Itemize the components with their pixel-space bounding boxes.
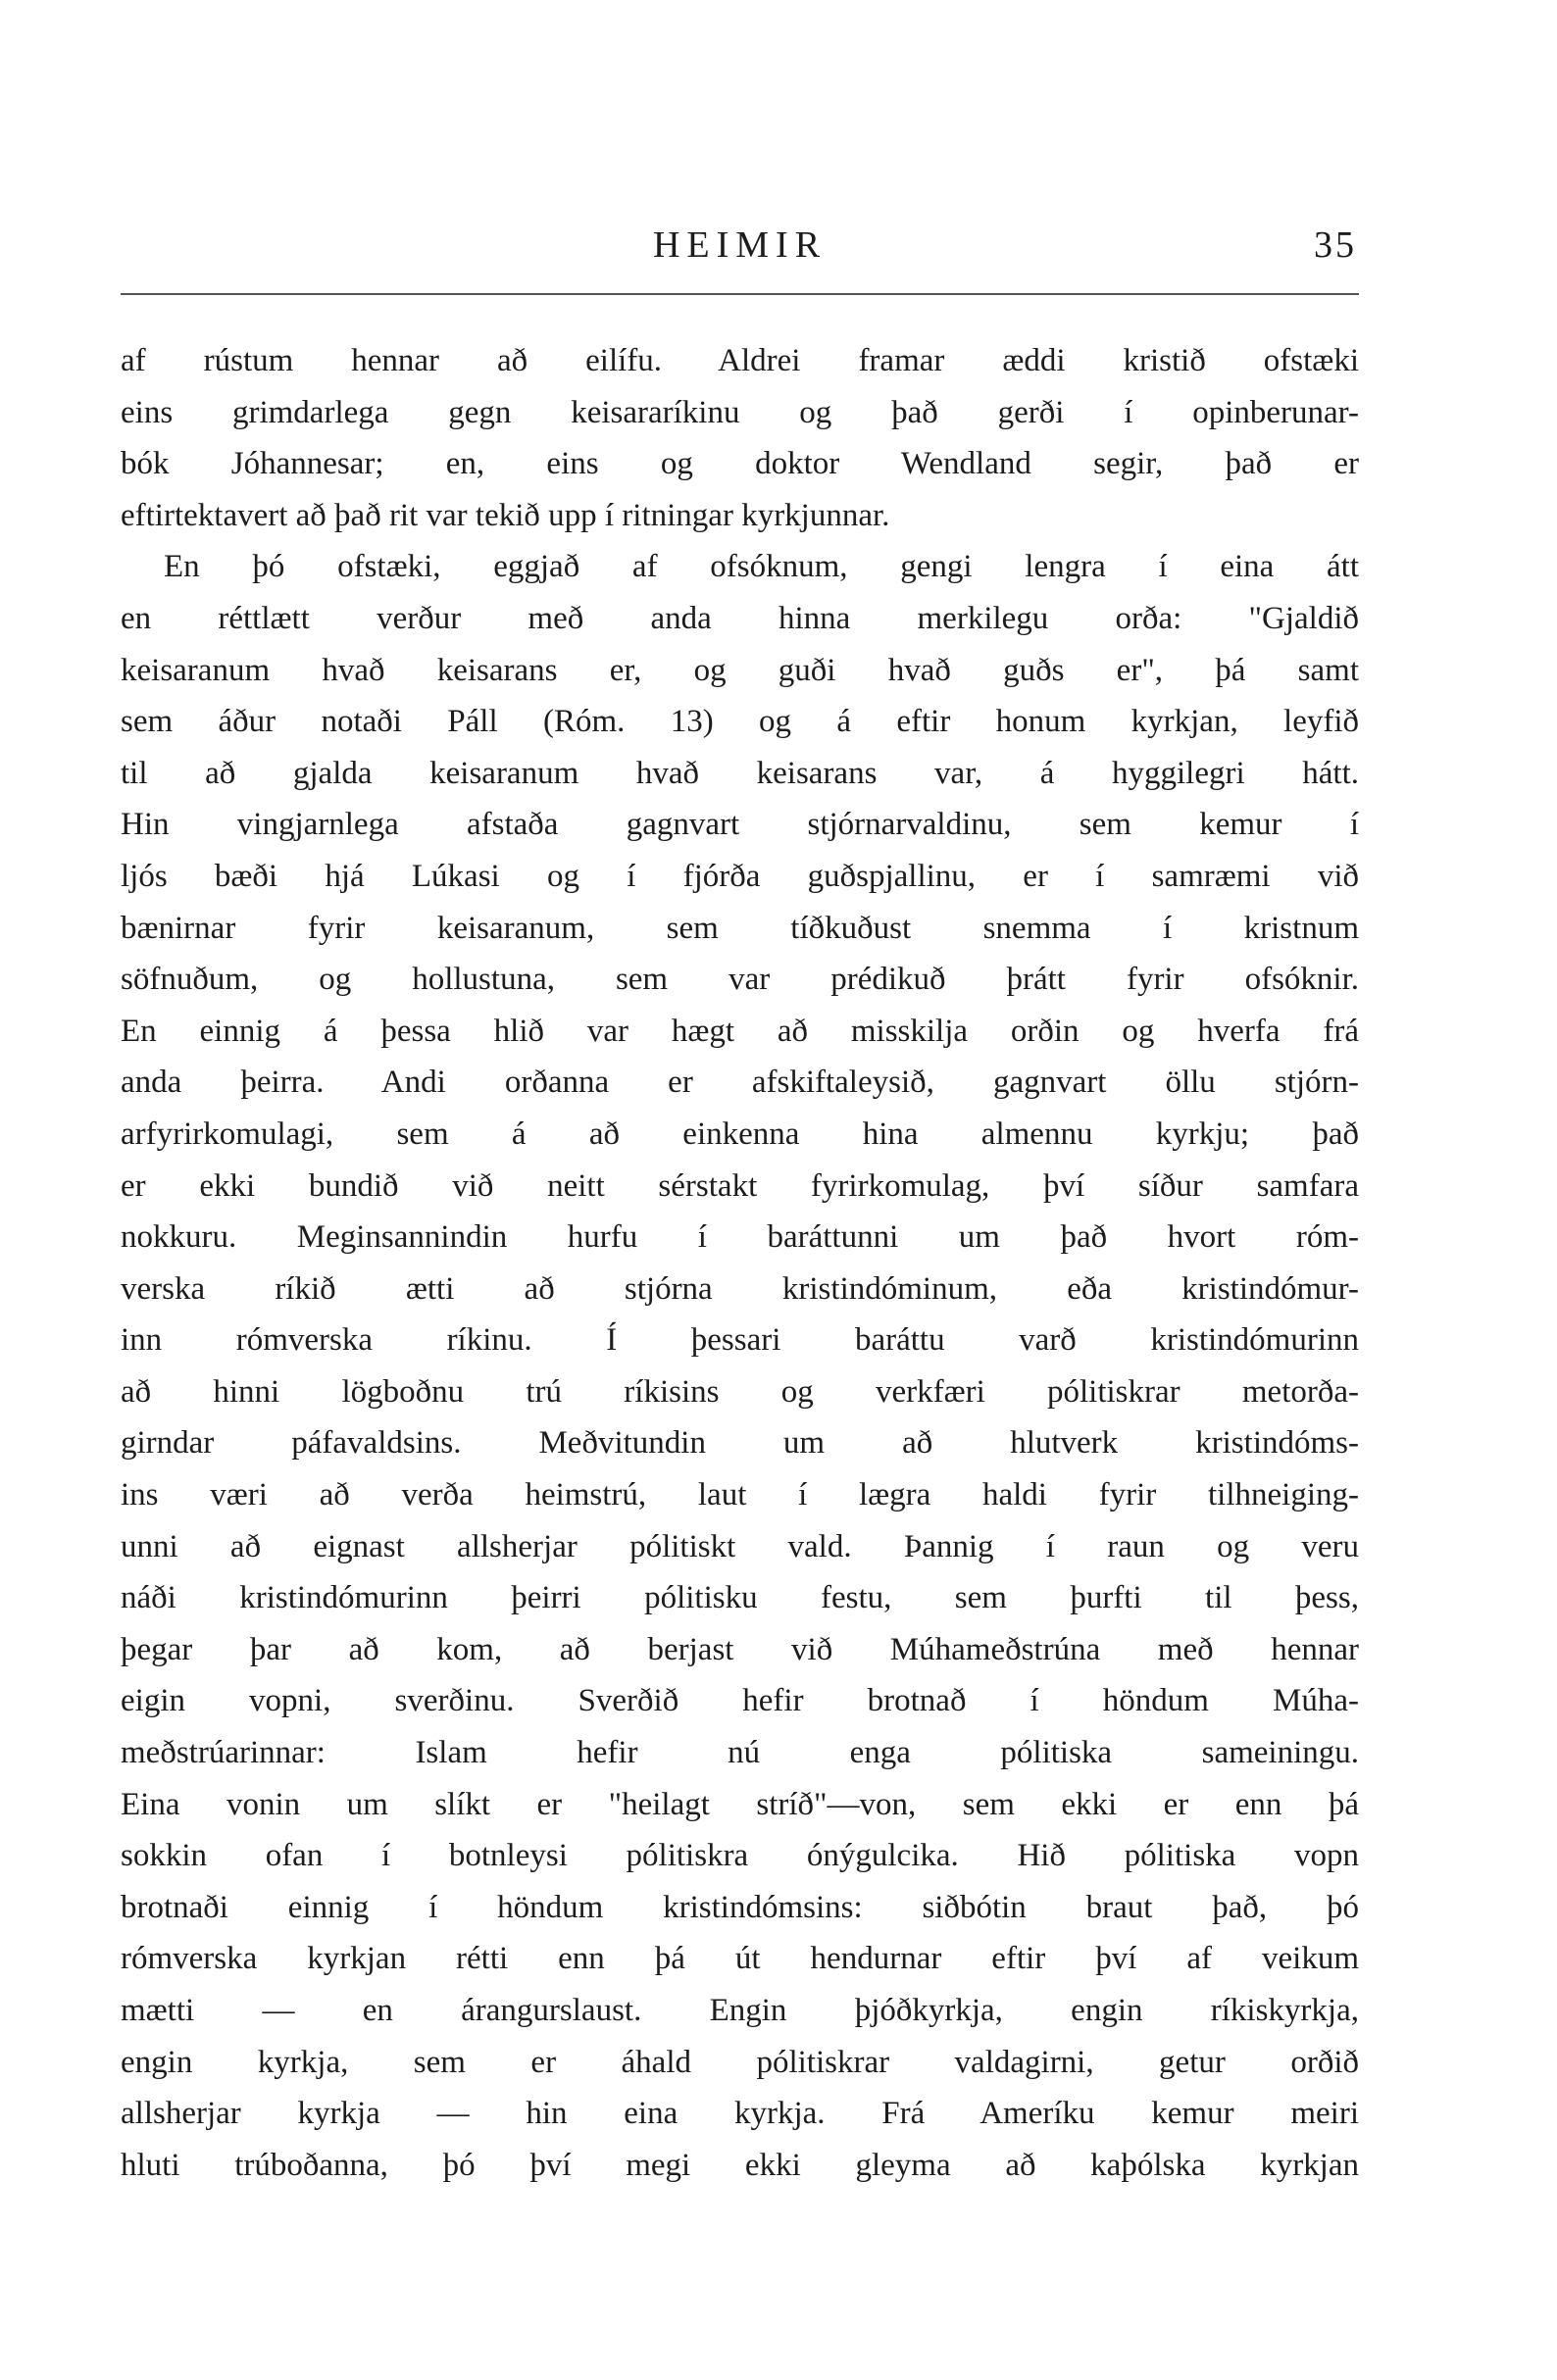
text-line: ljós bæði hjá Lúkasi og í fjórða guðspjallinu, er í samræmi við — [121, 858, 1359, 894]
text-line: er ekki bundið við neitt sérstakt fyrirkomulag, því síður samfara — [121, 1167, 1359, 1204]
text-line: Eina vonin um slíkt er "heilagt stríð"—von, sem ekki er enn þá — [121, 1786, 1359, 1822]
text-line: engin kyrkja, sem er áhald pólitiskrar valdagirni, getur orðið — [121, 2044, 1359, 2080]
text-line: náði kristindómurinn þeirri pólitisku festu, sem þurfti til þess, — [121, 1580, 1359, 1616]
body-text — [121, 335, 1359, 2191]
running-head — [121, 223, 1359, 282]
text-line: hluti trúboðanna, þó því megi ekki gleyma að kaþólska kyrkjan — [121, 2147, 1359, 2183]
text-line: eftirtektavert að það rit var tekið upp í ritningar kyrkjunnar. — [121, 497, 890, 533]
text-line: af rústum hennar að eilífu. Aldrei framar æddi kristið ofstæki — [121, 343, 1359, 378]
text-line: sem áður notaði Páll (Róm. 13) og á eftir honum kyrkjan, leyfið — [121, 704, 1359, 740]
text-line: ins væri að verða heimstrú, laut í lægra haldi fyrir tilhneiging- — [121, 1477, 1359, 1513]
page-number: 35 — [1314, 224, 1357, 266]
text-line: að hinni lögboðnu trú ríkisins og verkfæri pólitiskrar metorða- — [121, 1373, 1359, 1410]
text-line: allsherjar kyrkja — hin eina kyrkja. Frá Ameríku kemur meiri — [121, 2096, 1359, 2132]
text-line: en réttlætt verður með anda hinna merkilegu orða: "Gjaldið — [121, 600, 1359, 636]
text-line: sokkin ofan í botnleysi pólitiskra ónýgulcika. Hið pólitiska vopn — [121, 1838, 1359, 1874]
text-line: þegar þar að kom, að berjast við Múhameðstrúna með hennar — [121, 1631, 1359, 1667]
text-line: til að gjalda keisaranum hvað keisarans var, á hyggilegri hátt. — [121, 755, 1359, 791]
text-line: En þó ofstæki, eggjað af ofsóknum, gengi lengra í eina átt — [164, 549, 1359, 585]
text-line: nokkuru. Meginsannindin hurfu í baráttunni um það hvort róm- — [121, 1219, 1359, 1256]
running-title: HEIMIR — [652, 224, 828, 266]
text-line: girndar páfavaldsins. Meðvitundin um að hlutverk kristindóms- — [121, 1425, 1359, 1462]
text-line: verska ríkið ætti að stjórna kristindóminum, eða kristindómur- — [121, 1270, 1359, 1307]
text-line: arfyrirkomulagi, sem á að einkenna hina almennu kyrkju; það — [121, 1116, 1359, 1152]
text-line: unni að eignast allsherjar pólitiskt vald. Þannig í raun og veru — [121, 1528, 1359, 1564]
text-line: mætti — en árangurslaust. Engin þjóðkyrkja, engin ríkiskyrkja, — [121, 1993, 1359, 2028]
text-line: bók Jóhannesar; en, eins og doktor Wendland segir, það er — [121, 446, 1359, 482]
text-line: bænirnar fyrir keisaranum, sem tíðkuðust snemma í kristnum — [121, 910, 1359, 946]
text-line: meðstrúarinnar: Islam hefir nú enga pólitiska sameiningu. — [121, 1735, 1359, 1771]
text-line: inn rómverska ríkinu. Í þessari baráttu varð kristindómurinn — [121, 1322, 1359, 1359]
text-line: söfnuðum, og hollustuna, sem var prédikuð þrátt fyrir ofsóknir. — [121, 962, 1359, 998]
text-line: eins grimdarlega gegn keisararíkinu og það gerði í opinberunar- — [121, 394, 1359, 430]
text-line: En einnig á þessa hlið var hægt að misskilja orðin og hverfa frá — [121, 1013, 1359, 1049]
text-line: Hin vingjarnlega afstaða gagnvart stjórnarvaldinu, sem kemur í — [121, 807, 1359, 843]
text-line: brotnaði einnig í höndum kristindómsins: siðbótin braut það, þó — [121, 1889, 1359, 1925]
text-line: eigin vopni, sverðinu. Sverðið hefir brotnað í höndum Múha- — [121, 1683, 1359, 1719]
text-line: keisaranum hvað keisarans er, og guði hvað guðs er", þá samt — [121, 652, 1359, 688]
header-rule — [121, 293, 1359, 295]
text-line: anda þeirra. Andi orðanna er afskiftaleysið, gagnvart öllu stjórn- — [121, 1065, 1359, 1101]
text-line: rómverska kyrkjan rétti enn þá út hendurnar eftir því af veikum — [121, 1941, 1359, 1977]
